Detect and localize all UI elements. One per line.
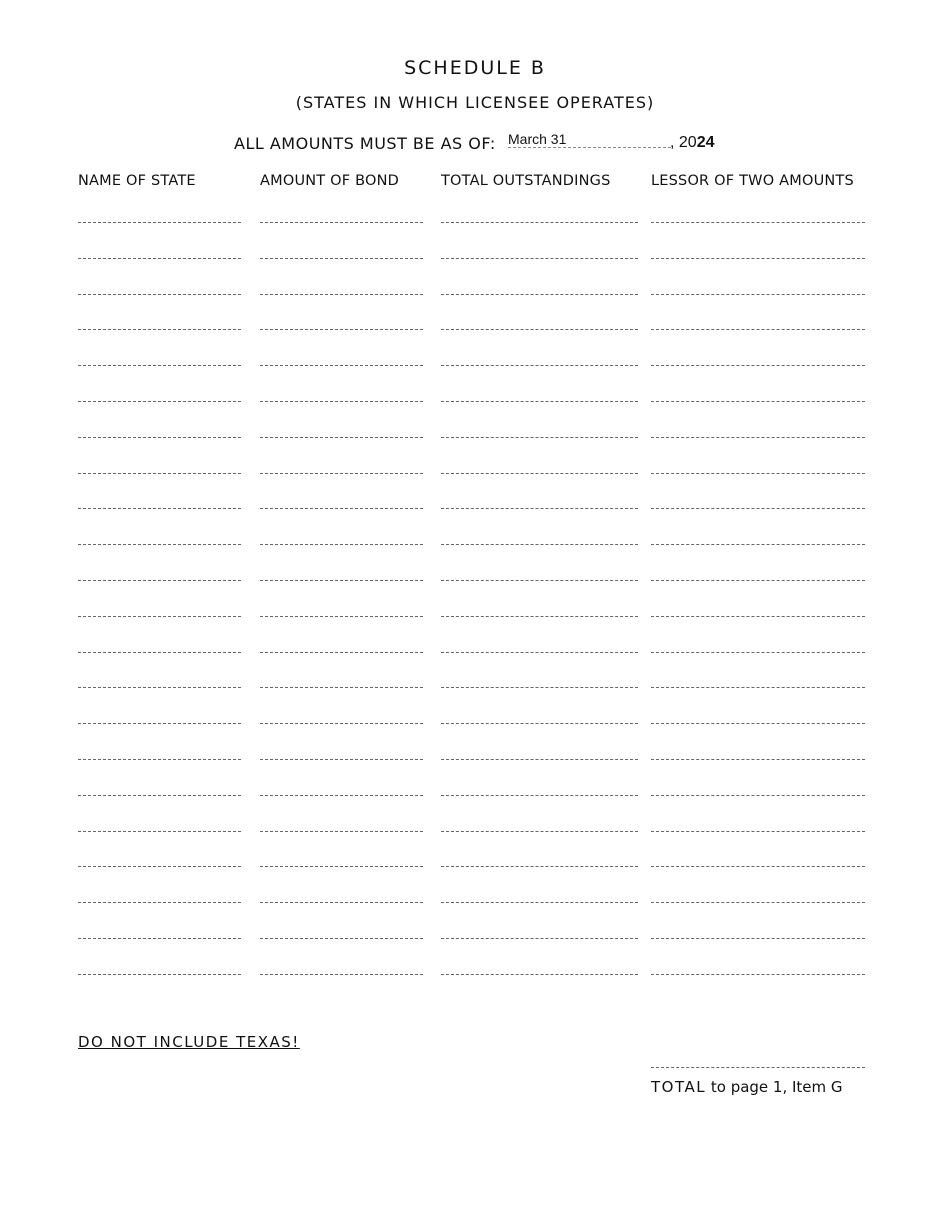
- table-row: [0, 508, 950, 509]
- state-entry-line[interactable]: [78, 974, 241, 975]
- table-row: [0, 616, 950, 617]
- outstandings-entry-line[interactable]: [441, 795, 638, 796]
- total-entry-line[interactable]: [651, 1067, 865, 1068]
- lessor-entry-line[interactable]: [651, 329, 865, 330]
- total-label: [651, 1078, 843, 1096]
- lessor-entry-line[interactable]: [651, 544, 865, 545]
- bond-entry-line[interactable]: [260, 437, 423, 438]
- lessor-entry-line[interactable]: [651, 866, 865, 867]
- lessor-entry-line[interactable]: [651, 437, 865, 438]
- outstandings-entry-line[interactable]: [441, 831, 638, 832]
- bond-entry-line[interactable]: [260, 580, 423, 581]
- bond-entry-line[interactable]: [260, 795, 423, 796]
- table-row: [0, 222, 950, 223]
- state-entry-line[interactable]: [78, 759, 241, 760]
- state-entry-line[interactable]: [78, 437, 241, 438]
- column-header-bond: AMOUNT OF BOND: [260, 173, 400, 189]
- lessor-entry-line[interactable]: [651, 902, 865, 903]
- outstandings-entry-line[interactable]: [441, 258, 638, 259]
- column-header-state: NAME OF STATE: [78, 173, 196, 189]
- form-title: SCHEDULE B: [404, 57, 546, 79]
- table-row: [0, 329, 950, 330]
- outstandings-entry-line[interactable]: [441, 580, 638, 581]
- table-row: [0, 938, 950, 939]
- bond-entry-line[interactable]: [260, 365, 423, 366]
- state-entry-line[interactable]: [78, 616, 241, 617]
- bond-entry-line[interactable]: [260, 616, 423, 617]
- bond-entry-line[interactable]: [260, 902, 423, 903]
- table-row: [0, 580, 950, 581]
- year-suffix-field[interactable]: 24: [696, 134, 715, 151]
- state-entry-line[interactable]: [78, 687, 241, 688]
- lessor-entry-line[interactable]: [651, 258, 865, 259]
- bond-entry-line[interactable]: [260, 723, 423, 724]
- state-entry-line[interactable]: [78, 580, 241, 581]
- bond-entry-line[interactable]: [260, 222, 423, 223]
- lessor-entry-line[interactable]: [651, 652, 865, 653]
- table-row: [0, 831, 950, 832]
- table-row: [0, 294, 950, 295]
- table-row: [0, 974, 950, 975]
- exclusion-warning: DO NOT INCLUDE TEXAS!: [78, 1033, 300, 1051]
- as-of-year: [670, 134, 714, 152]
- state-entry-line[interactable]: [78, 723, 241, 724]
- table-row: [0, 258, 950, 259]
- outstandings-entry-line[interactable]: [441, 974, 638, 975]
- year-prefix: , 20: [670, 134, 697, 151]
- table-row: [0, 723, 950, 724]
- state-entry-line[interactable]: [78, 401, 241, 402]
- bond-entry-line[interactable]: [260, 401, 423, 402]
- form-subtitle: (STATES IN WHICH LICENSEE OPERATES): [295, 93, 655, 112]
- bond-entry-line[interactable]: [260, 831, 423, 832]
- bond-entry-line[interactable]: [260, 294, 423, 295]
- total-label-rest: to page 1, Item G: [706, 1078, 843, 1096]
- state-entry-line[interactable]: [78, 365, 241, 366]
- lessor-entry-line[interactable]: [651, 473, 865, 474]
- state-entry-line[interactable]: [78, 866, 241, 867]
- lessor-entry-line[interactable]: [651, 294, 865, 295]
- lessor-entry-line[interactable]: [651, 616, 865, 617]
- total-label-caps: TOTAL: [651, 1078, 707, 1096]
- column-header-lessor: LESSOR OF TWO AMOUNTS: [651, 173, 854, 189]
- state-entry-line[interactable]: [78, 222, 241, 223]
- outstandings-entry-line[interactable]: [441, 866, 638, 867]
- table-row: [0, 866, 950, 867]
- state-entry-line[interactable]: [78, 473, 241, 474]
- outstandings-entry-line[interactable]: [441, 294, 638, 295]
- outstandings-entry-line[interactable]: [441, 437, 638, 438]
- bond-entry-line[interactable]: [260, 866, 423, 867]
- state-entry-line[interactable]: [78, 938, 241, 939]
- table-row: [0, 652, 950, 653]
- table-row: [0, 687, 950, 688]
- lessor-entry-line[interactable]: [651, 222, 865, 223]
- lessor-entry-line[interactable]: [651, 759, 865, 760]
- table-row: [0, 437, 950, 438]
- state-entry-line[interactable]: [78, 294, 241, 295]
- outstandings-entry-line[interactable]: [441, 329, 638, 330]
- lessor-entry-line[interactable]: [651, 580, 865, 581]
- outstandings-entry-line[interactable]: [441, 687, 638, 688]
- state-entry-line[interactable]: [78, 795, 241, 796]
- as-of-date-field[interactable]: March 31: [508, 131, 567, 147]
- outstandings-entry-line[interactable]: [441, 222, 638, 223]
- state-entry-line[interactable]: [78, 258, 241, 259]
- state-entry-line[interactable]: [78, 902, 241, 903]
- lessor-entry-line[interactable]: [651, 974, 865, 975]
- bond-entry-line[interactable]: [260, 258, 423, 259]
- outstandings-entry-line[interactable]: [441, 365, 638, 366]
- lessor-entry-line[interactable]: [651, 687, 865, 688]
- outstandings-entry-line[interactable]: [441, 652, 638, 653]
- state-entry-line[interactable]: [78, 508, 241, 509]
- bond-entry-line[interactable]: [260, 473, 423, 474]
- table-row: [0, 473, 950, 474]
- outstandings-entry-line[interactable]: [441, 759, 638, 760]
- table-row: [0, 902, 950, 903]
- as-of-date-underline: [508, 147, 671, 148]
- state-entry-line[interactable]: [78, 329, 241, 330]
- bond-entry-line[interactable]: [260, 329, 423, 330]
- table-row: [0, 795, 950, 796]
- bond-entry-line[interactable]: [260, 938, 423, 939]
- column-header-outstandings: TOTAL OUTSTANDINGS: [441, 173, 611, 189]
- bond-entry-line[interactable]: [260, 652, 423, 653]
- bond-entry-line[interactable]: [260, 974, 423, 975]
- outstandings-entry-line[interactable]: [441, 401, 638, 402]
- lessor-entry-line[interactable]: [651, 508, 865, 509]
- state-entry-line[interactable]: [78, 831, 241, 832]
- lessor-entry-line[interactable]: [651, 831, 865, 832]
- lessor-entry-line[interactable]: [651, 401, 865, 402]
- bond-entry-line[interactable]: [260, 544, 423, 545]
- outstandings-entry-line[interactable]: [441, 473, 638, 474]
- state-entry-line[interactable]: [78, 544, 241, 545]
- table-row: [0, 401, 950, 402]
- outstandings-entry-line[interactable]: [441, 616, 638, 617]
- lessor-entry-line[interactable]: [651, 795, 865, 796]
- outstandings-entry-line[interactable]: [441, 544, 638, 545]
- bond-entry-line[interactable]: [260, 759, 423, 760]
- table-row: [0, 759, 950, 760]
- as-of-label: ALL AMOUNTS MUST BE AS OF:: [234, 134, 496, 153]
- outstandings-entry-line[interactable]: [441, 723, 638, 724]
- outstandings-entry-line[interactable]: [441, 508, 638, 509]
- outstandings-entry-line[interactable]: [441, 902, 638, 903]
- lessor-entry-line[interactable]: [651, 723, 865, 724]
- outstandings-entry-line[interactable]: [441, 938, 638, 939]
- state-entry-line[interactable]: [78, 652, 241, 653]
- table-row: [0, 365, 950, 366]
- bond-entry-line[interactable]: [260, 687, 423, 688]
- lessor-entry-line[interactable]: [651, 938, 865, 939]
- table-row: [0, 544, 950, 545]
- bond-entry-line[interactable]: [260, 508, 423, 509]
- lessor-entry-line[interactable]: [651, 365, 865, 366]
